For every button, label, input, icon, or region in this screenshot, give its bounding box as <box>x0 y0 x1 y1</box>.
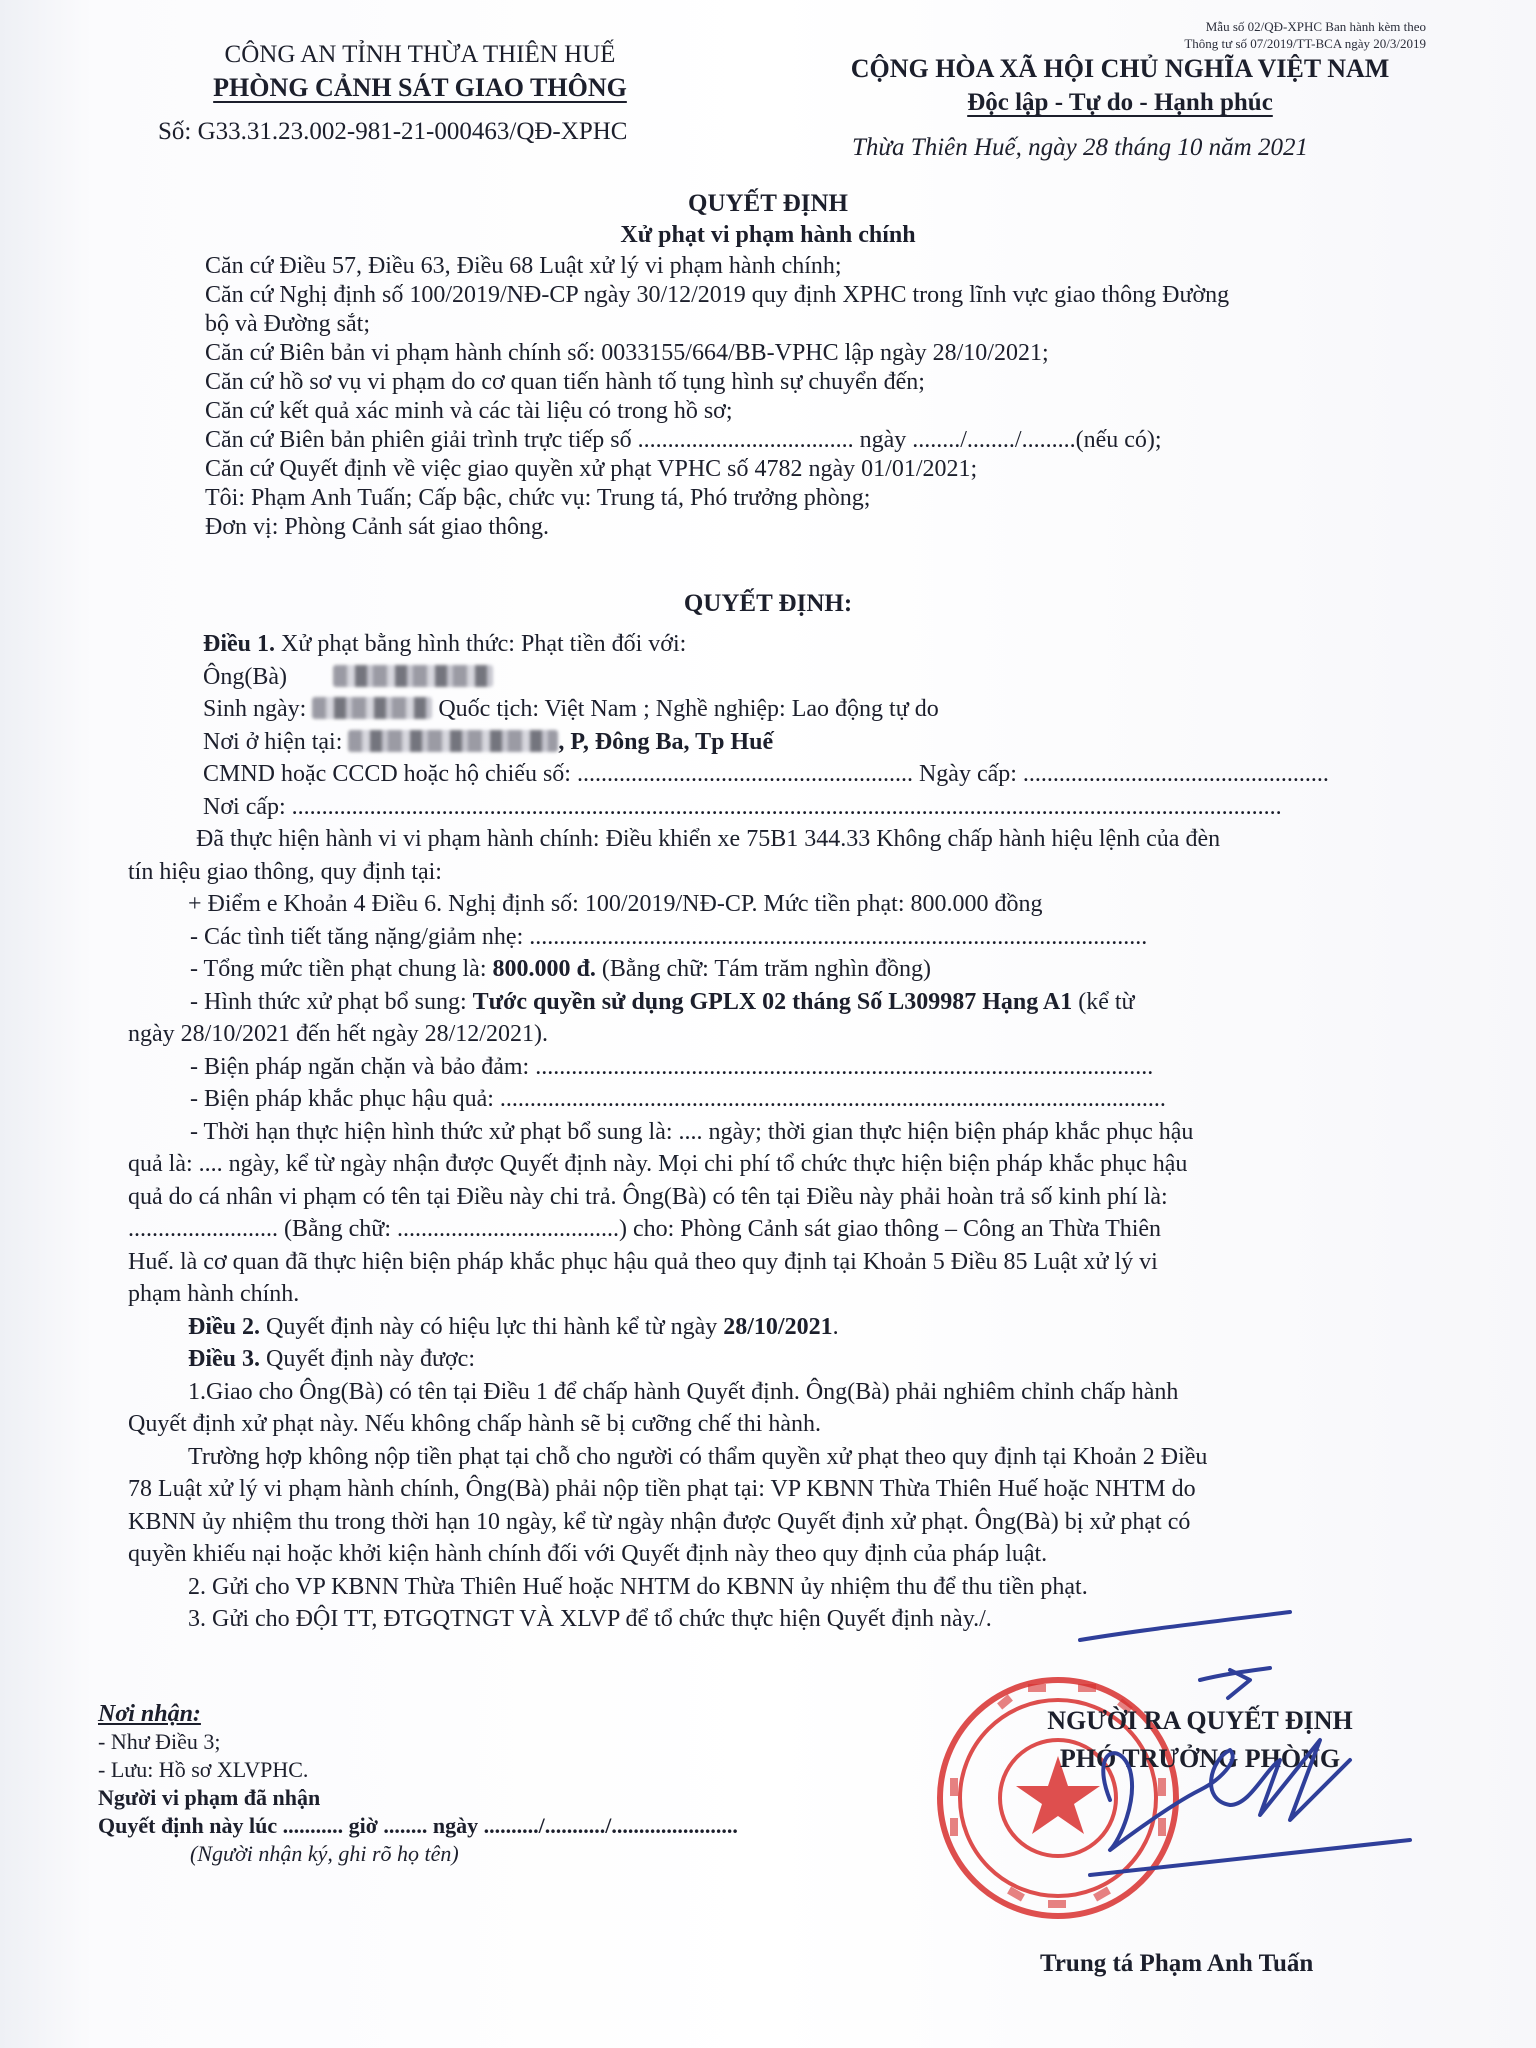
total-fine-value: 800.000 đ. <box>492 956 596 982</box>
redacted-dob <box>312 697 432 719</box>
address-label: Nơi ở hiện tại: <box>203 728 343 755</box>
national-motto: Độc lập - Tự do - Hạnh phúc <box>967 89 1273 116</box>
article3-paragraph: quyền khiếu nại hoặc khởi kiện hành chính đối với Quyết định này theo quy định của pháp luật. <box>128 1541 1048 1567</box>
article3-paragraph: 1.Giao cho Ông(Bà) có tên tại Điều 1 để chấp hành Quyết định. Ông(Bà) phải nghiêm chỉnh chấp hành <box>188 1378 1179 1405</box>
document-title <box>0 188 1536 250</box>
legal-basis-line: Căn cứ Điều 57, Điều 63, Điều 68 Luật xử lý vi phạm hành chính; <box>205 253 842 279</box>
form-note <box>1184 18 1426 52</box>
receipt-time: Quyết định này lúc ........... giờ ........ ngày ........../.........../....................... <box>98 1813 738 1838</box>
department-name: PHÒNG CẢNH SÁT GIAO THÔNG <box>213 73 627 102</box>
violation-line: Đã thực hiện hành vi vi phạm hành chính: Điều khiển xe 75B1 344.33 Không chấp hành hiệu lệnh của đèn <box>196 826 1221 852</box>
address-row <box>128 726 1468 759</box>
article3-paragraph: Trường hợp không nộp tiền phạt tại chỗ cho người có thẩm quyền xử phạt theo quy định tại Khoản 2 Điều <box>188 1443 1208 1470</box>
article3-intro <box>128 1343 1468 1376</box>
legal-basis-line: Căn cứ Nghị định số 100/2019/NĐ-CP ngày 30/12/2019 quy định XPHC trong lĩnh vực giao thông Đường <box>205 282 1230 308</box>
article3-paragraph: KBNN ủy nhiệm thu trong thời hạn 10 ngày, kể từ ngày nhận được Quyết định xử phạt. Ông(Bà) bị xử phạt có <box>128 1508 1191 1535</box>
legal-basis-line: Tôi: Phạm Anh Tuấn; Cấp bậc, chức vụ: Trung tá, Phó trưởng phòng; <box>205 485 871 511</box>
article2-end: . <box>832 1313 839 1340</box>
person-row <box>128 661 1468 694</box>
article1-intro-text: Xử phạt bằng hình thức: Phạt tiền đối với: <box>275 631 687 657</box>
form-note-line1: Mẫu số 02/QĐ-XPHC Ban hành kèm theo <box>1205 19 1426 34</box>
issue-place-row: Nơi cấp: ..................................................................................................................................................................... <box>203 793 1282 820</box>
effective-date: 28/10/2021 <box>723 1313 833 1340</box>
agency-name: CÔNG AN TỈNH THỪA THIÊN HUẾ <box>224 41 616 68</box>
receipt-label: Người vi phạm đã nhận <box>98 1785 321 1810</box>
total-fine-row <box>128 953 1468 986</box>
deadline-line: quả do cá nhân vi phạm có tên tại Điều này chi trả. Ông(Bà) có tên tại Điều này phải hoàn trả số kinh phí là: <box>128 1183 1168 1210</box>
dob-row <box>128 693 1468 726</box>
deadline-line: quả là: .... ngày, kể từ ngày nhận được Quyết định này. Mọi chi phí tổ chức thực hiện biện pháp khắc phục hậu <box>128 1151 1188 1177</box>
receiver-item: - Như Điều 3; <box>98 1729 221 1754</box>
title-sub: Xử phạt vi phạm hành chính <box>620 222 916 248</box>
signer-title: PHÓ TRƯỞNG PHÒNG <box>1059 1744 1341 1773</box>
prevention-measures: - Biện pháp ngăn chặn và bảo đảm: ....................................................................................................... <box>190 1053 1154 1080</box>
violation-line: tín hiệu giao thông, quy định tại: <box>128 858 442 885</box>
deadline-line: phạm hành chính. <box>128 1281 300 1307</box>
receivers-block <box>98 1700 738 1868</box>
signer-name: Trung tá Phạm Anh Tuấn <box>1040 1950 1314 1977</box>
aggravating-factors: - Các tình tiết tăng nặng/giảm nhẹ: ....................................................................................................... <box>190 923 1148 950</box>
article2 <box>128 1311 1468 1344</box>
additional-penalty-row <box>128 986 1468 1019</box>
redacted-address <box>348 730 558 752</box>
deadline-line: ......................... (Bằng chữ: .....................................) cho: Phòng Cảnh sát giao thông – Công an Thừa Thiên <box>128 1216 1162 1242</box>
legal-basis-line: Đơn vị: Phòng Cảnh sát giao thông. <box>205 514 550 540</box>
article1-intro <box>128 628 1468 661</box>
handwritten-signature-icon <box>1050 1600 1470 1900</box>
total-fine-words: (Bằng chữ: Tám trăm nghìn đồng) <box>595 956 932 982</box>
deadline-line: Huế. là cơ quan đã thực hiện biện pháp khắc phục hậu quả theo quy định tại Khoản 5 Điều 85 Luật xử lý vi <box>128 1248 1158 1275</box>
legal-basis-line: bộ và Đường sắt; <box>205 311 371 337</box>
legal-basis <box>205 252 1445 542</box>
additional-penalty-period: ngày 28/10/2021 đến hết ngày 28/12/2021). <box>128 1021 548 1047</box>
article1-label: Điều 1. <box>203 631 275 657</box>
total-fine-label: - Tổng mức tiền phạt chung là: <box>190 956 493 982</box>
article2-text: Quyết định này có hiệu lực thi hành kể từ ngày <box>260 1313 724 1340</box>
receiver-sign-note: (Người nhận ký, ghi rõ họ tên) <box>190 1841 459 1866</box>
legal-basis-line: Căn cứ hồ sơ vụ vi phạm do cơ quan tiến hành tố tụng hình sự chuyển đến; <box>205 369 925 395</box>
receiver-item: - Lưu: Hồ sơ XLVPHC. <box>98 1757 309 1782</box>
address-tail: , P, Đông Ba, Tp Huế <box>558 728 774 755</box>
form-note-line2: Thông tư số 07/2019/TT-BCA ngày 20/3/2019 <box>1184 36 1426 51</box>
id-row: CMND hoặc CCCD hoặc hộ chiếu số: ........................................................ Ngày cấp: ................................................... <box>203 761 1329 787</box>
article2-label: Điều 2. <box>188 1313 260 1340</box>
redacted-name <box>333 665 493 687</box>
dob-label: Sinh ngày: <box>203 696 307 722</box>
national-title <box>820 52 1420 120</box>
legal-basis-line: Căn cứ Biên bản vi phạm hành chính số: 0033155/664/BB-VPHC lập ngày 28/10/2021; <box>205 340 1049 366</box>
legal-clause: + Điểm e Khoản 4 Điều 6. Nghị định số: 100/2019/NĐ-CP. Mức tiền phạt: 800.000 đồng <box>188 891 1043 917</box>
document-number: Số: G33.31.23.002-981-21-000463/QĐ-XPHC <box>158 118 628 145</box>
article3-label: Điều 3. <box>188 1346 260 1372</box>
deadline-line: - Thời hạn thực hiện hình thức xử phạt bổ sung là: .... ngày; thời gian thực hiện biện pháp khắc phục hậu <box>190 1118 1194 1145</box>
decision-heading: QUYẾT ĐỊNH: <box>683 590 853 617</box>
additional-penalty-label: - Hình thức xử phạt bổ sung: <box>190 988 473 1015</box>
legal-basis-line: Căn cứ kết quả xác minh và các tài liệu có trong hồ sơ; <box>205 398 733 424</box>
place-date: Thừa Thiên Huế, ngày 28 tháng 10 năm 2021 <box>852 134 1308 161</box>
person-label: Ông(Bà) <box>203 663 287 690</box>
additional-penalty-value: Tước quyền sử dụng GPLX 02 tháng Số L309987 Hạng A1 <box>472 988 1073 1015</box>
additional-penalty-tail: (kể từ <box>1072 988 1135 1015</box>
signer-role: NGƯỜI RA QUYẾT ĐỊNH <box>1047 1706 1353 1735</box>
receivers-title: Nơi nhận: <box>98 1701 201 1727</box>
republic-name: CỘNG HÒA XÃ HỘI CHỦ NGHĨA VIỆT NAM <box>850 54 1390 83</box>
article3-paragraph: 78 Luật xử lý vi phạm hành chính, Ông(Bà) phải nộp tiền phạt tại: VP KBNN Thừa Thiên Huế hoặc NHTM do <box>128 1476 1196 1502</box>
article3-text: Quyết định này được: <box>260 1346 475 1372</box>
nationality-occupation: Quốc tịch: Việt Nam ; Nghề nghiệp: Lao động tự do <box>438 696 939 722</box>
article3-paragraph: Quyết định xử phạt này. Nếu không chấp hành sẽ bị cưỡng chế thi hành. <box>128 1411 821 1437</box>
legal-basis-line: Căn cứ Quyết định về việc giao quyền xử phạt VPHC số 4782 ngày 01/01/2021; <box>205 456 978 482</box>
article3-paragraph: 2. Gửi cho VP KBNN Thừa Thiên Huế hoặc NHTM do KBNN ủy nhiệm thu để thu tiền phạt. <box>188 1573 1088 1600</box>
title-main: QUYẾT ĐỊNH <box>688 190 848 217</box>
issuing-agency <box>120 38 720 105</box>
decision-body <box>128 628 1468 1636</box>
article3-paragraph: 3. Gửi cho ĐỘI TT, ĐTGQTNGT VÀ XLVP để tổ chức thực hiện Quyết định này./. <box>188 1606 992 1632</box>
remedy-measures: - Biện pháp khắc phục hậu quả: ............................................................................................................... <box>190 1086 1166 1112</box>
legal-basis-line: Căn cứ Biên bản phiên giải trình trực tiếp số .................................... ngày ......../......../.........(nếu có); <box>205 427 1162 453</box>
